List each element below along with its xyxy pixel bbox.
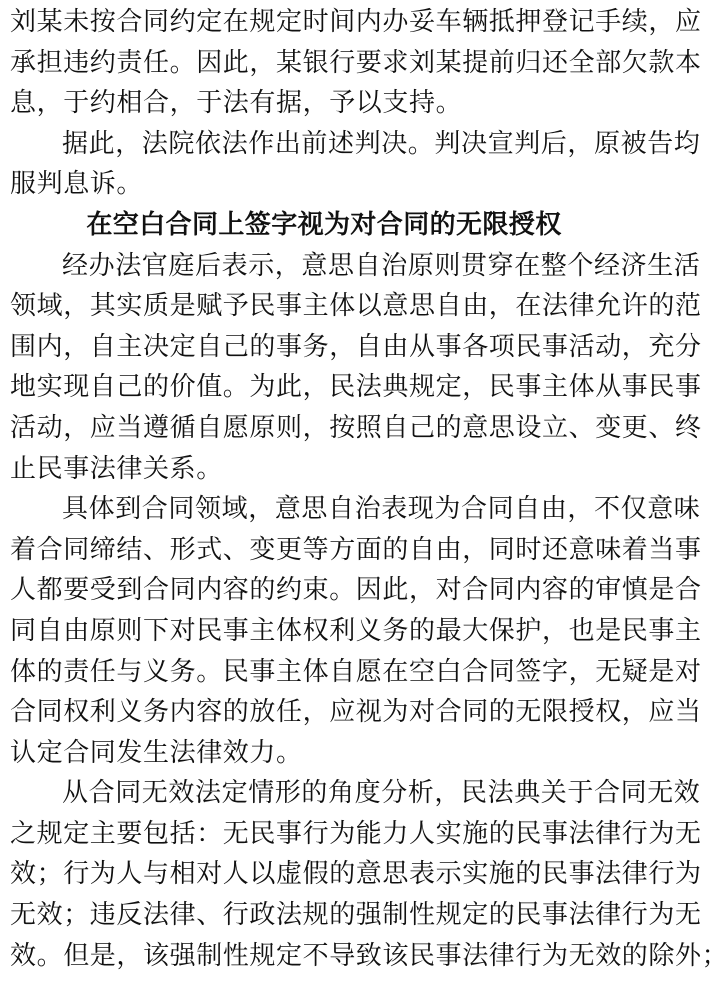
text-line: 具体到合同领域，意思自治表现为合同自由，不仅意味 [62, 494, 701, 525]
section-heading: 在空白合同上签字视为对合同的无限授权 [86, 209, 562, 240]
text-line: 经办法官庭后表示，意思自治原则贯穿在整个经济生活 [62, 250, 701, 281]
paragraph [10, 489, 702, 773]
text-line: 体的责任与义务。民事主体自愿在空白合同签字，无疑是对 [10, 656, 702, 687]
paragraph [10, 124, 701, 205]
paragraph [10, 246, 702, 490]
text-line: 人都要受到合同内容的约束。因此，对合同内容的审慎是合 [10, 575, 702, 606]
text-line: 止民事法律关系。 [10, 453, 223, 484]
text-line: 同自由原则下对民事主体权利义务的最大保护，也是民事主 [10, 615, 702, 646]
text-line: 刘某未按合同约定在规定时间内办妥车辆抵押登记手续，应 [10, 7, 702, 37]
text-line: 息，于约相合，于法有据，予以支持。 [10, 88, 463, 119]
text-line: 活动，应当遵循自愿原则，按照自己的意思设立、变更、终 [10, 412, 702, 443]
text-line: 据此，法院依法作出前述判决。判决宣判后，原被告均 [62, 128, 701, 159]
text-line: 认定合同发生法律效力。 [10, 737, 303, 768]
text-line: 效；行为人与相对人以虚假的意思表示实施的民事法律行为 [10, 859, 702, 890]
text-line: 领域，其实质是赋予民事主体以意思自由，在法律允许的范 [10, 291, 702, 322]
text-line: 地实现自己的价值。为此，民法典规定，民事主体从事民事 [10, 372, 702, 403]
paragraph [10, 2, 702, 124]
text-line: 合同权利义务内容的放任，应视为对合同的无限授权，应当 [10, 697, 702, 728]
text-line: 承担违约责任。因此，某银行要求刘某提前归还全部欠款本 [10, 47, 702, 78]
text-line: 之规定主要包括：无民事行为能力人实施的民事法律行为无 [10, 818, 702, 849]
paragraph [10, 773, 728, 976]
text-line: 无效；违反法律、行政法规的强制性规定的民事法律行为无 [10, 900, 702, 931]
text-line: 着合同缔结、形式、变更等方面的自由，同时还意味着当事 [10, 534, 702, 565]
text-line: 服判息诉。 [10, 169, 144, 200]
text-line: 从合同无效法定情形的角度分析，民法典关于合同无效 [62, 778, 701, 809]
text-line: 围内，自主决定自己的事务，自由从事各项民事活动，充分 [10, 331, 702, 362]
text-line: 效。但是，该强制性规定不导致该民事法律行为无效的除外； [10, 940, 728, 971]
